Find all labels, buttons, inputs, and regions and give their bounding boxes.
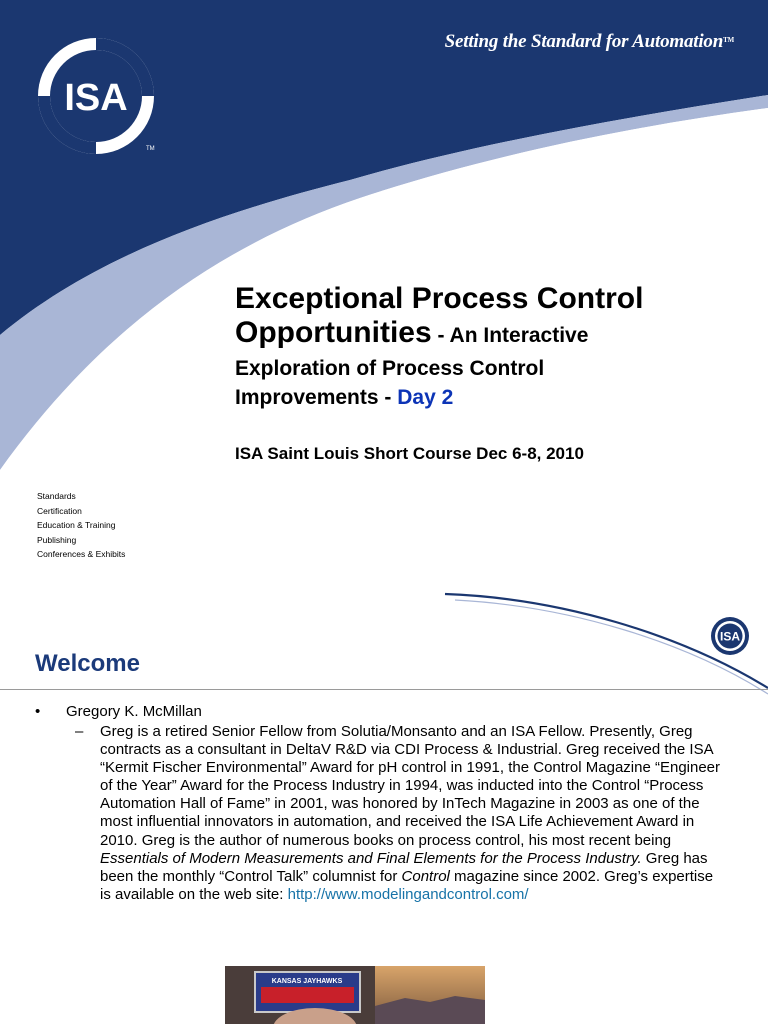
website-link[interactable]: http://www.modelingandcontrol.com/ xyxy=(287,885,529,903)
side-item-education: Education & Training xyxy=(37,520,116,530)
isa-logo-small xyxy=(710,616,750,656)
svg-text:KANSAS JAYHAWKS: KANSAS JAYHAWKS xyxy=(271,978,343,985)
svg-text:ISA: ISA xyxy=(719,629,741,644)
divider xyxy=(0,689,768,690)
isa-logo xyxy=(34,34,158,158)
side-item-publishing: Publishing xyxy=(37,534,77,545)
presenter-photo xyxy=(225,966,485,1024)
sub-bullet-dash: – xyxy=(75,723,84,740)
tagline: Setting the Standard for Automation™ xyxy=(444,31,734,52)
bullet-item xyxy=(35,703,202,720)
bullet-marker: • xyxy=(35,703,41,720)
svg-text:ISA: ISA xyxy=(64,77,128,119)
slide-title: Exceptional Process Control Opportunities - An Interactive Exploration of Process Control Improvements - Day 2 xyxy=(235,282,644,409)
magazine-name: Control xyxy=(401,867,450,885)
svg-text:TM: TM xyxy=(146,146,155,152)
header-arc-graphic xyxy=(0,576,768,706)
day-label: Day 2 xyxy=(397,386,454,409)
welcome-heading: Welcome xyxy=(35,650,140,677)
course-subtitle: ISA Saint Louis Short Course Dec 6-8, 2010 xyxy=(235,444,584,463)
side-item-certification: Certification xyxy=(37,505,82,516)
side-list xyxy=(37,489,125,562)
side-item-conferences: Conferences & Exhibits xyxy=(37,549,126,559)
bio-paragraph: – Greg is a retired Senior Fellow from Solutia/Monsanto and an ISA Fellow. Presently, Greg contracts as a consultant in DeltaV R&D via CDI Process & Industrial. Greg received the ISA “Kermit Fischer Environmental” Award for pH control in 1991, the Control Magazine “Engineer of the Year” Award for the Process Industry in 1994, was inducted into the Control “Process Automation Hall of Fame” in 2001, was honored by InTech Magazine in 2003 as one of the most influential innovators in automation, and received the ISA Life Achievement Award in 2010. Greg is the author of numerous books on process control, his most recent being Essentials of Modern Measurements and Final Elements for the Process Industry. Greg has been the monthly “Control Talk” columnist for Control magazine since 2002. Greg’s expertise is available on the web site: http://www.modelingandcontrol.com/ xyxy=(75,723,721,903)
presenter-name: Gregory K. McMillan xyxy=(66,703,202,720)
side-item-standards: Standards xyxy=(37,491,76,501)
welcome-slide xyxy=(0,576,768,1024)
book-title: Essentials of Modern Measurements and Final Elements for the Process Industry. xyxy=(100,849,642,867)
